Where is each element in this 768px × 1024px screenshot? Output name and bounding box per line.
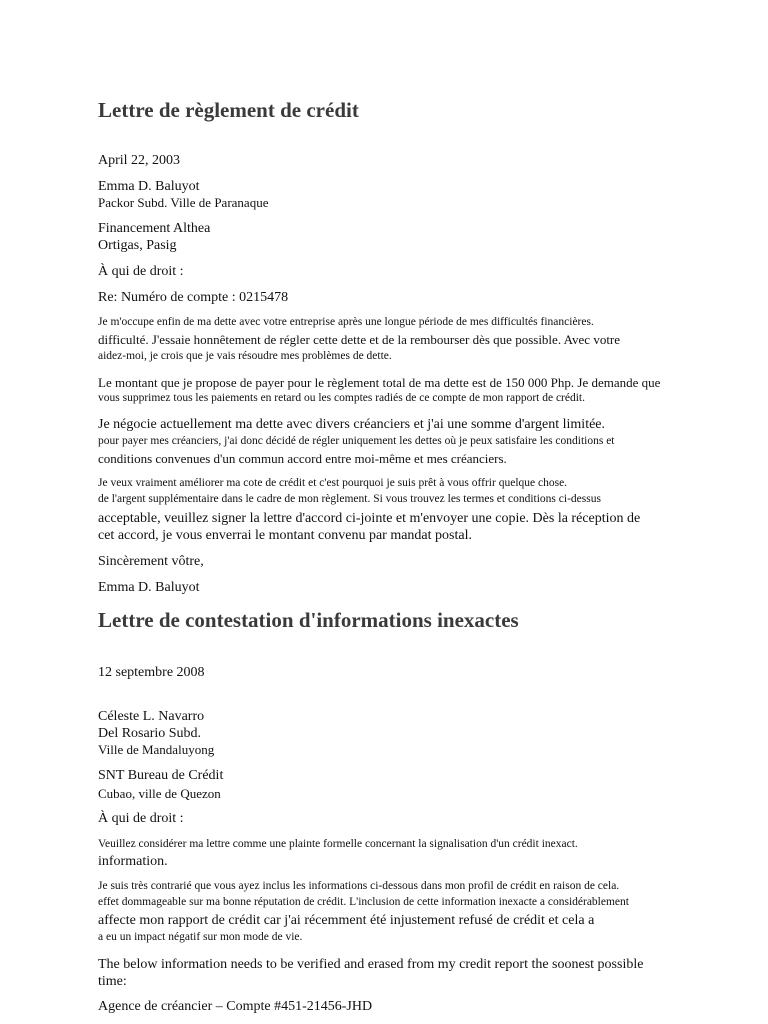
letter2-recipient-name: SNT Bureau de Crédit: [98, 768, 224, 783]
letter1-salutation: À qui de droit :: [98, 264, 184, 279]
letter1-date: April 22, 2003: [98, 153, 181, 168]
letter1-p1-line: Je m'occupe enfin de ma dette avec votre entreprise après une longue période de mes difficultés financières.: [98, 316, 594, 328]
letter1-p1-line: aidez-moi, je crois que je vais résoudre mes problèmes de dette.: [98, 350, 392, 362]
letter1-closing: Sincèrement vôtre,: [98, 554, 204, 569]
letter2-p2-line: effet dommageable sur ma bonne réputation de crédit. L'inclusion de cette information inexacte a considérablement: [98, 896, 629, 908]
letter1-p2-line: vous supprimez tous les paiements en retard ou les comptes radiés de ce compte de mon rapport de crédit.: [98, 392, 585, 404]
letter1-recipient-name: Financement Althea: [98, 221, 211, 236]
letter2-date: 12 septembre 2008: [98, 665, 205, 680]
letter1-sender-name: Emma D. Baluyot: [98, 179, 200, 194]
letter2-title: Lettre de contestation d'informations inexactes: [98, 608, 519, 632]
letter2-recipient-address: Cubao, ville de Quezon: [98, 786, 221, 801]
letter2-sender-name: Céleste L. Navarro: [98, 709, 205, 724]
letter2-p2-line: a eu un impact négatif sur mon mode de vie.: [98, 931, 303, 943]
letter2-sender-address: Del Rosario Subd.: [98, 726, 202, 741]
letter1-p3-line: conditions convenues d'un commun accord entre moi-même et mes créanciers.: [98, 451, 507, 466]
letter1-p3-line: Je négocie actuellement ma dette avec divers créanciers et j'ai une somme d'argent limitée.: [98, 417, 606, 432]
letter2-p2-line: Je suis très contrarié que vous ayez inclus les informations ci-dessous dans mon profil de crédit en raison de cela.: [98, 880, 620, 892]
letter1-p4-line: cet accord, je vous enverrai le montant convenu par mandat postal.: [98, 528, 472, 543]
letter1-p1-line: difficulté. J'essaie honnêtement de régler cette dette et de la rembourser dès que possible. Avec votre: [98, 332, 621, 347]
letter2-p3-line: time:: [98, 974, 127, 989]
letter2-p1-line: information.: [98, 854, 168, 869]
letter1-p4-line: Je veux vraiment améliorer ma cote de crédit et c'est pourquoi je suis prêt à vous offrir quelque chose.: [98, 477, 568, 489]
letter2-sender-city: Ville de Mandaluyong: [98, 742, 215, 757]
letter1-reference: Re: Numéro de compte : 0215478: [98, 290, 289, 305]
letter1-signature: Emma D. Baluyot: [98, 580, 200, 595]
letter2-account-item: Agence de créancier – Compte #451-21456-JHD: [98, 999, 373, 1014]
letter1-p4-line: de l'argent supplémentaire dans le cadre de mon règlement. Si vous trouvez les termes et conditions ci-dessus: [98, 493, 601, 505]
letter1-p3-line: pour payer mes créanciers, j'ai donc décidé de régler uniquement les dettes où je peux satisfaire les conditions et: [98, 435, 615, 447]
letter1-recipient-address: Ortigas, Pasig: [98, 238, 177, 253]
letter2-p2-line: affecte mon rapport de crédit car j'ai récemment été injustement refusé de crédit et cela a: [98, 913, 595, 928]
letter1-p2-line: Le montant que je propose de payer pour le règlement total de ma dette est de 150 000 Php. Je demande que: [98, 375, 661, 390]
letter2-p1-line: Veuillez considérer ma lettre comme une plainte formelle concernant la signalisation d'un crédit inexact.: [98, 838, 578, 850]
letter2-p3-line: The below information needs to be verified and erased from my credit report the soonest possible: [98, 957, 644, 972]
letter1-p4-line: acceptable, veuillez signer la lettre d'accord ci-jointe et m'envoyer une copie. Dès la réception de: [98, 511, 641, 526]
letter1-sender-address: Packor Subd. Ville de Paranaque: [98, 195, 269, 210]
letter2-salutation: À qui de droit :: [98, 811, 184, 826]
letter1-title: Lettre de règlement de crédit: [98, 98, 359, 122]
